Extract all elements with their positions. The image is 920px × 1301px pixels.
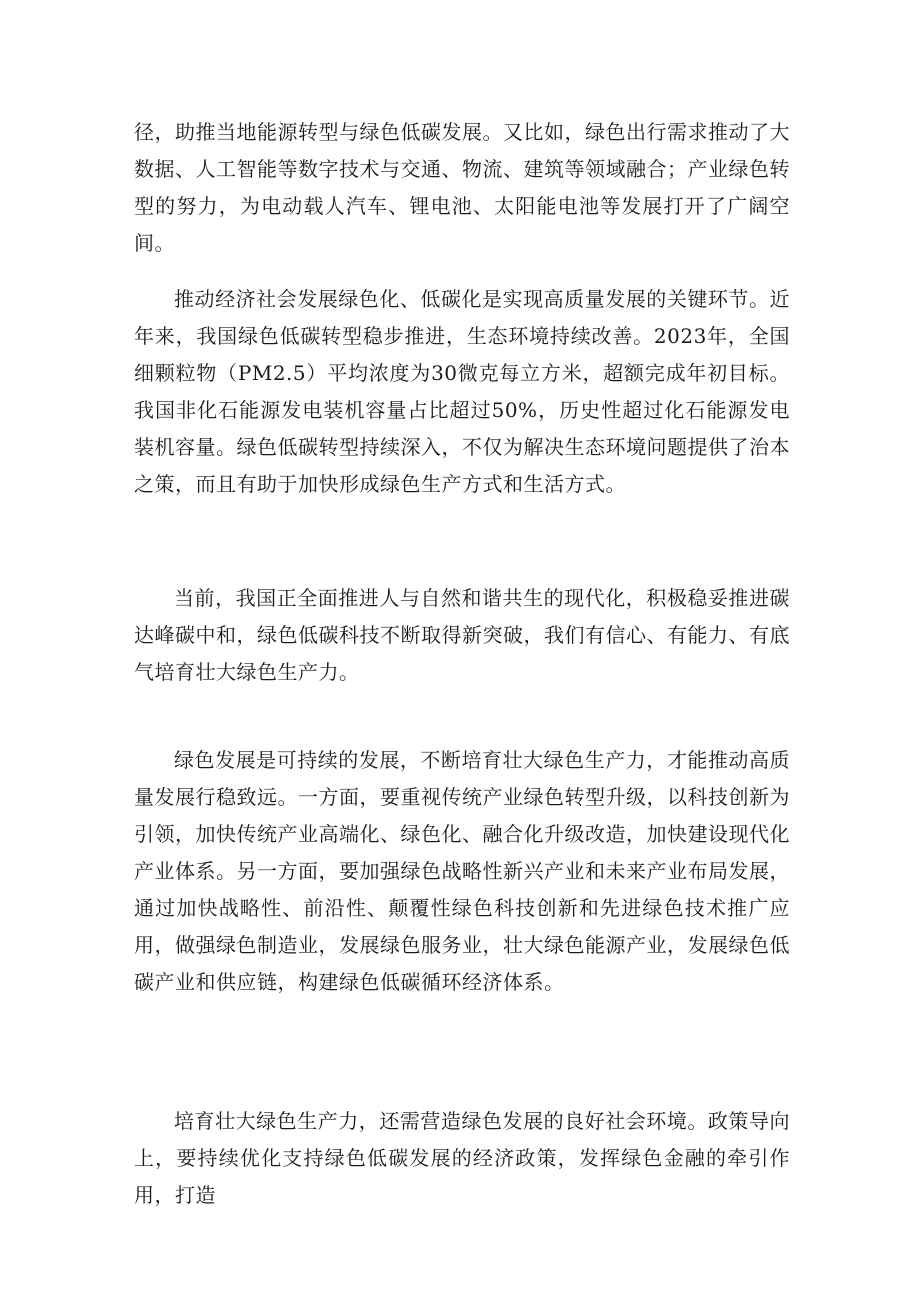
- paragraph-3: 当前，我国正全面推进人与自然和谐共生的现代化，积极稳妥推进碳达峰碳中和，绿色低碳科技不断取得新突破，我们有信心、有能力、有底气培育壮大绿色生产力。: [134, 586, 790, 684]
- paragraph-5: 培育壮大绿色生产力，还需营造绿色发展的良好社会环境。政策导向上，要持续优化支持绿色低碳发展的经济政策，发挥绿色金融的牵引作用，打造: [134, 1109, 790, 1207]
- paragraph-1: 径，助推当地能源转型与绿色低碳发展。又比如，绿色出行需求推动了大数据、人工智能等数字技术与交通、物流、建筑等领域融合；产业绿色转型的努力，为电动载人汽车、锂电池、太阳能电池等发展打开了广阔空间。: [134, 120, 790, 255]
- paragraph-2: 推动经济社会发展绿色化、低碳化是实现高质量发展的关键环节。近年来，我国绿色低碳转型稳步推进，生态环境持续改善。2023年，全国细颗粒物（PM2.5）平均浓度为30微克每立方米，超额完成年初目标。我国非化石能源发电装机容量占比超过50%，历史性超过化石能源发电装机容量。绿色低碳转型持续深入，不仅为解决生态环境问题提供了治本之策，而且有助于加快形成绿色生产方式和生活方式。: [134, 287, 790, 496]
- paragraph-4: 绿色发展是可持续的发展，不断培育壮大绿色生产力，才能推动高质量发展行稳致远。一方面，要重视传统产业绿色转型升级，以科技创新为引领，加快传统产业高端化、绿色化、融合化升级改造，加快建设现代化产业体系。另一方面，要加强绿色战略性新兴产业和未来产业布局发展，通过加快战略性、前沿性、颠覆性绿色科技创新和先进绿色技术推广应用，做强绿色制造业，发展绿色服务业，壮大绿色能源产业，发展绿色低碳产业和供应链，构建绿色低碳循环经济体系。: [134, 748, 790, 994]
